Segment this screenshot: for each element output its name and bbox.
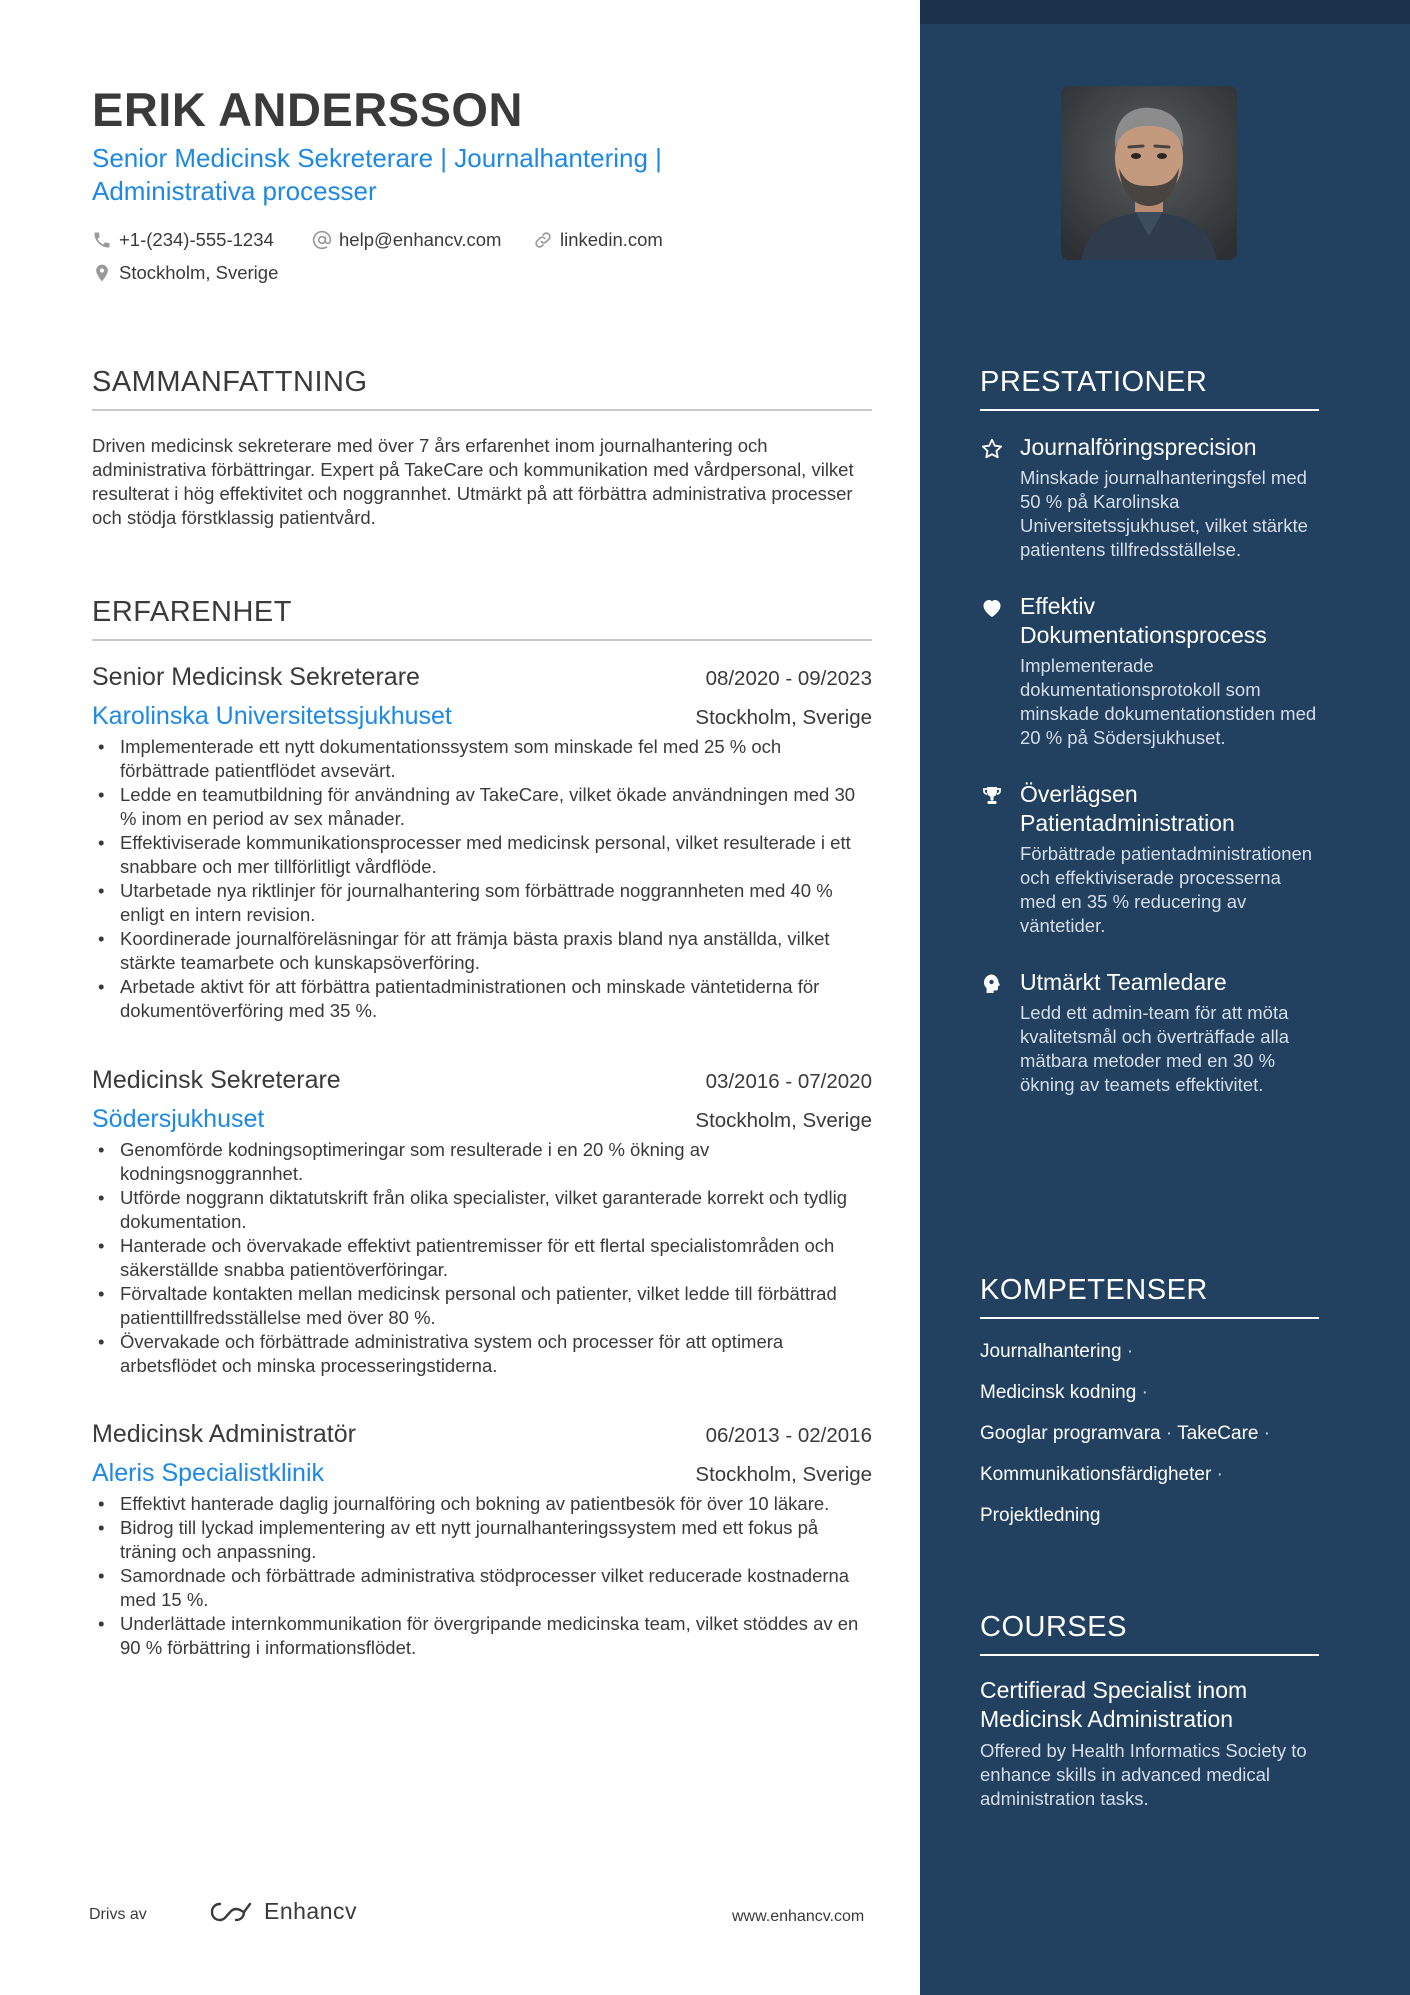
job-location: Stockholm, Sverige [695,706,872,729]
summary-text: Driven medicinsk sekreterare med över 7 års erfarenhet inom journalhantering och administrativa förbättringar. Expert på TakeCare och kommunikation med vårdpersonal, vilket resulterat i hög effektivitet och noggrannhet. Utmärkt på att förbättra administrativa processer och stödja förstklassig patientvård. [92,435,854,528]
bullet-item: • Bidrog till lyckad implementering av ett nytt journalhanteringssystem med ett fokus på träning och anpassning. [92,1516,872,1564]
skills-list [980,1331,1319,1536]
job-bullets [92,1492,872,1660]
skill-item: TakeCare [1177,1423,1259,1444]
bullet-item: • Effektivt hanterade daglig journalföring och bokning av patientbesök för över 10 läkare. [92,1492,872,1516]
achievement-title: Överlägsen Patientadministration [1020,781,1235,836]
achievement-title: Journalföringsprecision [1020,434,1257,460]
bullet-item: • Förvaltade kontakten mellan medicinsk personal och patienter, vilket ledde till förbättrad patienttillfredsställelse med över 80 %. [92,1282,872,1330]
head-idea-icon [980,972,1004,996]
bullet-item: • Övervakade och förbättrade administrativa system och processer för att optimera arbetsflödet och minska processeringstiderna. [92,1330,872,1378]
skill-separator: · [1165,1423,1173,1444]
bullet-item: • Utarbetade nya riktlinjer för journalhantering som förbättrade noggrannheten med 40 % enligt en intern revision. [92,879,872,927]
skill-separator: · [1126,1341,1134,1362]
job-title: Medicinsk Administratör [92,1420,356,1448]
bullet-item: • Implementerade ett nytt dokumentationssystem som minskade fel med 25 % och förbättrade patientflödet avsevärt. [92,735,872,783]
bullet-item: • Arbetade aktivt för att förbättra patientadministrationen och minskade väntetiderna för dokumentöverföring med 35 %. [92,975,872,1023]
skills-section [980,1274,1319,1536]
location-text: Stockholm, Sverige [119,262,279,283]
achievements-heading: PRESTATIONER [980,366,1319,411]
courses-section [980,1611,1319,1811]
skill-separator: · [1263,1423,1271,1444]
contact-phone [92,229,274,251]
achievement-desc: Förbättrade patientadministrationen och effektiviserade processerna med en 35 % reducering av väntetider. [1020,843,1313,936]
email-text: help@enhancv.com [339,229,502,250]
skill-item: Medicinsk kodning [980,1382,1137,1403]
skill-item: Projektledning [980,1505,1101,1526]
phone-icon [92,230,112,250]
experience-heading: ERFARENHET [92,596,872,641]
skill-item: Googlar programvara [980,1423,1161,1444]
bullet-item: • Samordnade och förbättrade administrativa stödprocesser vilket reducerade kostnaderna med 15 %. [92,1564,872,1612]
trophy-icon [980,784,1004,808]
bullet-item: • Hanterade och övervakade effektivt patientremisser för ett flertal specialistområden och säkerställde snabba patientöverföringar. [92,1234,872,1282]
phone-text: +1-(234)-555-1234 [119,229,274,250]
achievement-item [980,968,1319,1097]
job-dates: 08/2020 - 09/2023 [705,667,872,690]
skills-heading: KOMPETENSER [980,1274,1319,1319]
job-bullets [92,735,872,1023]
job-company[interactable]: Aleris Specialistklinik [92,1459,325,1487]
bullet-item: • Ledde en teamutbildning för användning av TakeCare, vilket ökade användningen med 30 % inom en period av sex månader. [92,783,872,831]
summary-heading: SAMMANFATTNING [92,366,872,411]
bullet-item: • Koordinerade journalföreläsningar för att främja bästa praxis bland nya anställda, vilket stärkte teamarbete och kunskapsöverföring. [92,927,872,975]
achievement-item [980,592,1319,750]
candidate-name: ERIK ANDERSSON [92,83,523,136]
course-desc: Offered by Health Informatics Society to enhance skills in advanced medical administration tasks. [980,1740,1307,1809]
map-pin-icon [92,263,112,283]
achievement-title: Utmärkt Teamledare [1020,969,1227,995]
heart-icon [980,596,1004,620]
contact-location [92,262,278,284]
linkedin-text: linkedin.com [560,229,663,250]
achievement-title: Effektiv Dokumentationsprocess [1020,593,1267,648]
course-title: Certifierad Specialist inom Medicinsk Administration [980,1677,1248,1732]
skill-line [980,1495,1319,1536]
achievement-desc: Implementerade dokumentationsprotokoll som minskade dokumentationstiden med 20 % på Södersjukhuset. [1020,655,1317,748]
skill-separator: · [1216,1464,1223,1485]
job-company[interactable]: Karolinska Universitetssjukhuset [92,702,452,730]
skill-line [980,1331,1319,1372]
skill-item: Kommunikationsfärdigheter [980,1464,1212,1485]
job-location: Stockholm, Sverige [695,1109,872,1132]
bullet-item: • Effektiviserade kommunikationsprocesser med medicinsk personal, vilket resulterade i ett snabbare och mer tillförlitligt vårdflöde. [92,831,872,879]
enhancv-logo-text: Enhancv [264,1898,358,1924]
footer-url[interactable]: www.enhancv.com [732,1908,865,1925]
achievements-section [980,366,1319,1097]
achievement-item [980,433,1319,562]
job-entry [92,663,872,1023]
bullet-item: • Genomförde kodningsoptimeringar som resulterade i en 20 % ökning av kodningsnoggrannhet. [92,1138,872,1186]
enhancv-logo[interactable] [208,1898,357,1925]
job-title: Medicinsk Sekreterare [92,1066,341,1094]
link-icon [533,230,553,250]
star-icon [980,437,1004,461]
headline: Senior Medicinsk Sekreterare | Journalhantering | Administrativa processer [92,143,662,206]
enhancv-logo-icon [208,1899,256,1925]
skill-line [980,1413,1319,1454]
skill-line [980,1372,1319,1413]
achievement-item [980,780,1319,938]
skill-item: Journalhantering [980,1341,1122,1362]
profile-photo [1061,86,1237,260]
job-company[interactable]: Södersjukhuset [92,1105,265,1133]
job-location: Stockholm, Sverige [695,1463,872,1486]
sidebar [920,0,1410,1995]
job-dates: 06/2013 - 02/2016 [705,1424,872,1447]
job-dates: 03/2016 - 07/2020 [705,1070,872,1093]
footer-powered-by: Drivs av [89,1906,147,1923]
achievement-desc: Ledd ett admin-team för att möta kvalitetsmål och överträffade alla mätbara metoder med en 30 % ökning av teamets effektivitet. [1020,1002,1290,1095]
job-bullets [92,1138,872,1378]
skill-separator: · [1141,1382,1148,1403]
job-entry [92,1420,872,1660]
bullet-item: • Utförde noggrann diktatutskrift från olika specialister, vilket garanterade korrekt och tydlig dokumentation. [92,1186,872,1234]
contact-linkedin[interactable] [533,229,663,251]
bullet-item: • Underlättade internkommunikation för övergripande medicinska team, vilket stöddes av en 90 % förbättring i informationsflödet. [92,1612,872,1660]
contact-email[interactable] [312,229,501,251]
achievement-desc: Minskade journalhanteringsfel med 50 % på Karolinska Universitetssjukhuset, vilket stärkte patientens tillfredsställelse. [1020,467,1308,560]
job-entry [92,1066,872,1378]
courses-heading: COURSES [980,1611,1319,1656]
skill-line [980,1454,1319,1495]
sidebar-top-band [920,0,1410,24]
at-sign-icon [312,230,332,250]
job-title: Senior Medicinsk Sekreterare [92,663,420,691]
